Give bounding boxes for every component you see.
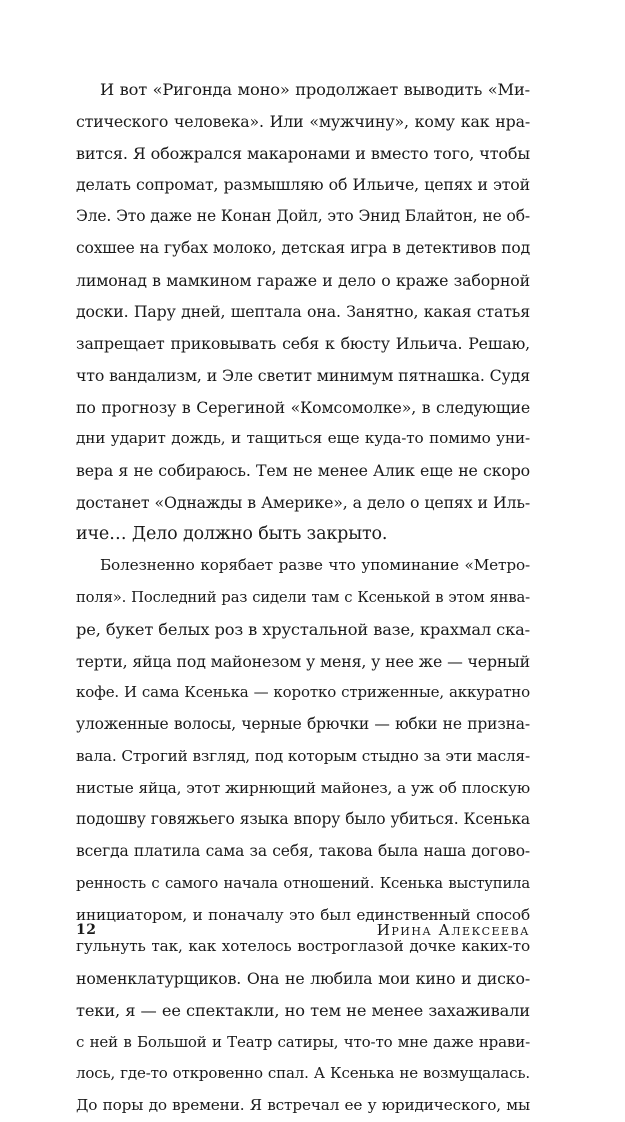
text-line: по прогнозу в Серегиной «Комсомолке», в следующие	[76, 397, 530, 417]
page-number: 12	[76, 922, 97, 938]
page-footer	[76, 918, 530, 942]
text-line: инициатором, и поначалу это был единственный способ	[76, 905, 530, 924]
text-line: сохшее на губах молоко, детская игра в детективов под	[76, 238, 530, 257]
text-line: достанет «Однажды в Америке», а дело о цепях и Иль-	[76, 492, 530, 512]
text-line: кофе. И сама Ксенька — коротко стриженные, аккуратно	[76, 683, 530, 702]
text-line: Болезненно корябает разве что упоминание «Метро-	[100, 556, 530, 575]
text-line: уложенные волосы, черные брючки — юбки не призна-	[76, 715, 530, 733]
text-line: поля». Последний раз сидели там с Ксенькой в этом янва-	[76, 589, 530, 606]
text-line: что вандализм, и Эле светит минимум пятнашка. Судя	[76, 365, 530, 385]
text-line: И вот «Ригонда моно» продолжает выводить «Ми-	[100, 80, 530, 99]
text-line: терти, яйца под майонезом у меня, у нее же — черный	[76, 651, 530, 671]
text-line: делать сопромат, размышляю об Ильиче, цепях и этой	[76, 175, 530, 195]
text-line: доски. Пару дней, шептала она. Занятно, какая статья	[76, 302, 530, 322]
paragraph-2	[76, 550, 530, 1122]
text-line: нистые яйца, этот жирнющий майонез, а уж об плоскую	[76, 778, 530, 797]
text-line: вится. Я обожрался макаронами и вместо того, чтобы	[76, 143, 530, 163]
text-line: лось, где-то откровенно спал. А Ксенька не возмущалась.	[76, 1064, 530, 1083]
text-line: ре, букет белых роз в хрустальной вазе, крахмал ска-	[76, 619, 530, 639]
text-line: иче… Дело должно быть закрыто.	[76, 523, 388, 544]
text-line: гульнуть так, как хотелось востроглазой дочке каких-то	[76, 937, 530, 956]
text-line: дни ударит дождь, и тащиться еще куда-то помимо уни-	[76, 429, 530, 448]
text-line: запрещает приковывать себя к бюсту Ильича. Решаю,	[76, 334, 530, 353]
text-line: теки, я — ее спектакли, но тем не менее захаживали	[76, 1000, 530, 1020]
text-line: До поры до времени. Я встречал ее у юридического, мы	[76, 1096, 530, 1114]
text-line: подошву говяжьего языка впору было убиться. Ксенька	[76, 810, 530, 829]
text-line: вала. Строгий взгляд, под которым стыдно за эти масля-	[76, 746, 530, 765]
text-line: лимонад в мамкином гараже и дело о краже заборной	[76, 270, 530, 290]
text-line: с ней в Большой и Театр сатиры, что-то мне даже нрави-	[76, 1032, 530, 1051]
text-line: номенклатурщиков. Она не любила мои кино и диско-	[76, 969, 530, 988]
text-line: вера я не собираюсь. Тем не менее Алик еще не скоро	[76, 461, 530, 480]
paragraph-1	[76, 74, 530, 550]
running-head-author: Ирина Алексеева	[376, 921, 530, 939]
text-line: Эле. Это даже не Конан Дойл, это Энид Блайтон, не об-	[76, 207, 530, 225]
text-line: стического человека». Или «мужчину», кому как нра-	[76, 111, 530, 131]
text-line: всегда платила сама за себя, такова была наша догово-	[76, 842, 530, 860]
page-body	[76, 74, 530, 1122]
text-line: ренность с самого начала отношений. Ксенька выступила	[76, 874, 530, 892]
